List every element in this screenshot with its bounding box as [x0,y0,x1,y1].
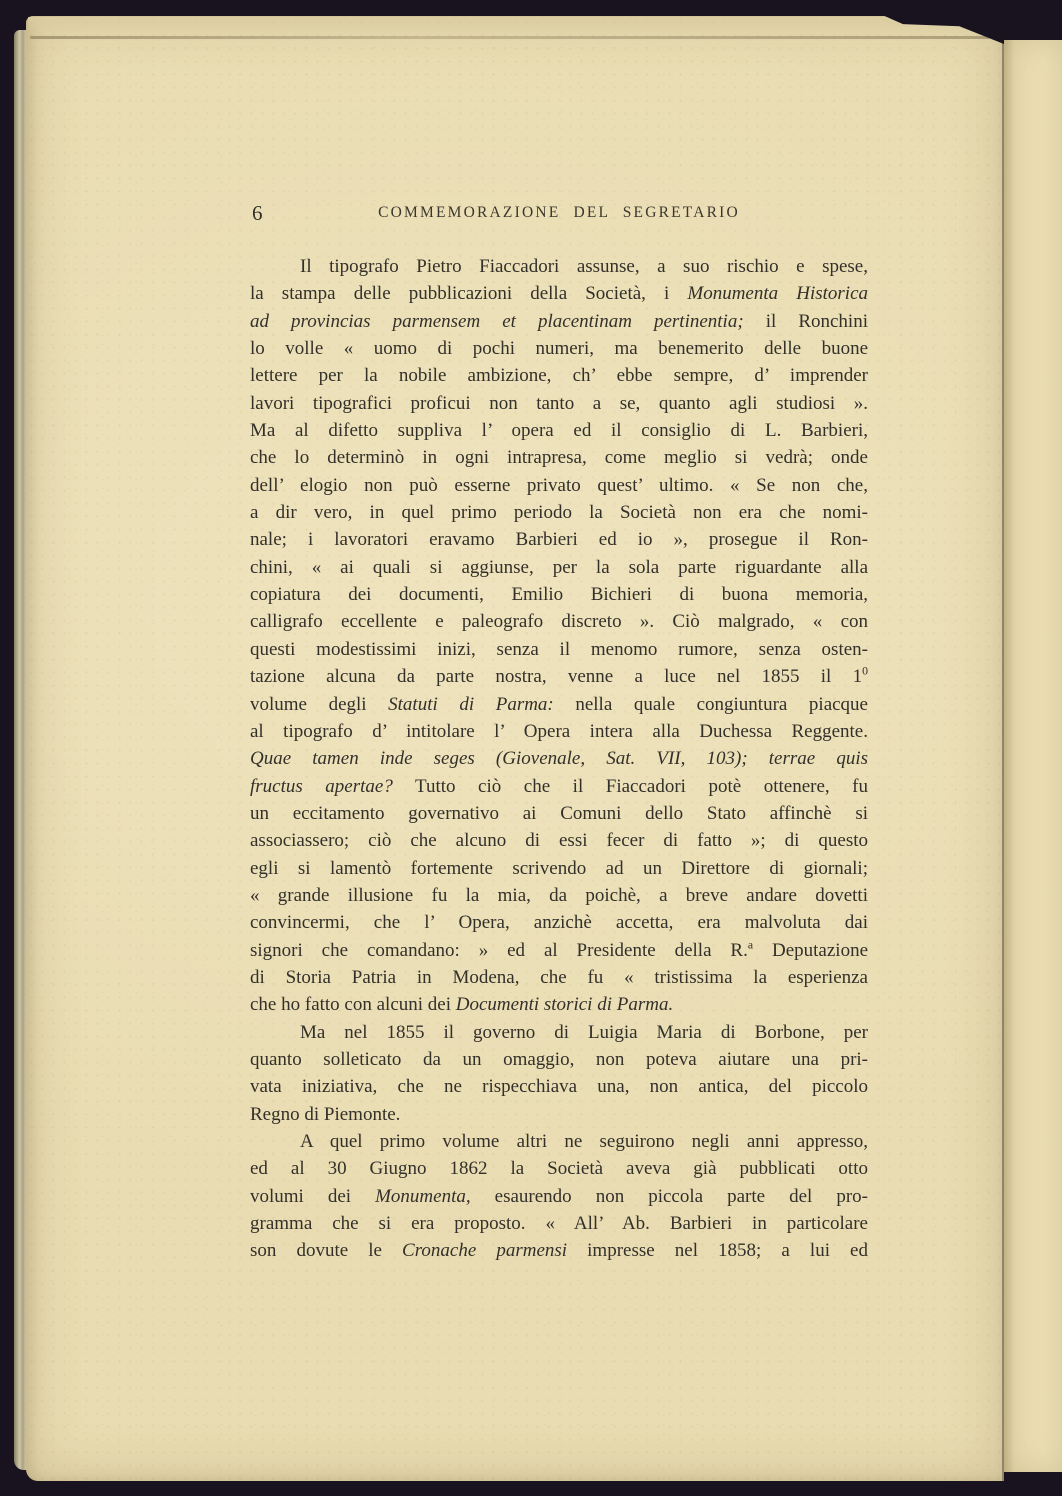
text-segment: Monumenta Historica [687,283,869,305]
text-line [250,472,868,499]
text-segment: lettere per la nobile ambizione, ch’ ebbe sempre, d’ imprender [250,365,868,387]
text-segment: Quae tamen inde seges (Giovenale, Sat. VII, 103); terrae quis [250,748,868,770]
text-segment: che lo determinò in ogni intrapresa, come meglio si vedrà; onde [250,447,868,469]
text-segment: signori che comandano: » ed al Presidente della R. [250,939,748,961]
text-segment: copiatura dei documenti, Emilio Bichieri di buona memoria, [250,584,868,606]
text-segment: il Ronchini [743,310,868,332]
text-line [250,499,868,526]
text-line [250,636,868,663]
text-segment: volume degli [250,693,389,715]
text-segment: associassero; ciò che alcuno di essi fecer di fatto »; di questo [250,830,868,852]
text-segment: lavori tipografici proficui non tanto a se, quanto agli studiosi ». [250,392,868,414]
text-segment: Regno di Piemonte. [250,1103,401,1125]
text-segment: ed al 30 Giugno 1862 la Società aveva già pubblicati otto [250,1158,868,1180]
text-segment: Ma nel 1855 il governo di Luigia Maria di Borbone, per [300,1021,868,1043]
text-segment: Monumenta, [375,1185,471,1207]
text-segment: Documenti storici di Parma. [455,994,674,1016]
text-segment: egli si lamentò fortemente scrivendo ad un Direttore di giornali; [250,857,868,879]
text-line [250,691,868,718]
text-segment: esaurendo non piccola parte del pro- [470,1185,868,1207]
text-line [250,827,868,854]
text-segment: Tutto ciò che il Fiaccadori potè ottenere, fu [392,775,868,797]
text-segment: nale; i lavoratori eravamo Barbieri ed io », prosegue il Ron- [250,529,868,551]
text-segment: Deputazione [753,939,869,961]
text-segment: tazione alcuna da parte nostra, venne a luce nel 1855 il 1 [250,666,863,688]
text-line [250,308,868,335]
text-line [250,1128,868,1155]
page-top-deckle-edge [30,36,990,39]
text-segment: che ho fatto con alcuni dei [250,994,456,1016]
text-line [250,280,868,307]
text-segment: fructus apertae? [250,775,393,797]
text-line [250,1046,868,1073]
text-line [250,937,868,964]
text-line [250,964,868,991]
text-line [250,608,868,635]
text-segment: questi modestissimi inizi, senza il menomo rumore, senza osten- [250,638,868,660]
text-segment: convincermi, che l’ Opera, anzichè accetta, era malvoluta dai [250,912,868,934]
body-text [250,253,868,1265]
text-line [250,335,868,362]
text-line [250,991,868,1018]
text-line [250,1019,868,1046]
text-line [250,390,868,417]
text-line [250,444,868,471]
text-line [250,526,868,553]
text-segment: Il tipografo Pietro Fiaccadori assunse, a suo rischio e spese, [300,256,868,277]
page-header [250,201,868,229]
running-title: COMMEMORAZIONE DEL SEGRETARIO [378,204,740,221]
text-line [250,773,868,800]
text-segment: volumi dei [250,1185,376,1207]
text-segment: impresse nel 1858; a lui ed [567,1240,868,1262]
text-segment: nella quale congiuntura piacque [553,693,868,715]
text-line [250,362,868,389]
text-segment: chini, « ai quali si aggiunse, per la sola parte riguardante alla [250,556,868,578]
text-line [250,1073,868,1100]
text-segment: a [747,938,754,952]
text-line [250,882,868,909]
text-line [250,1183,868,1210]
text-segment: son dovute le [250,1240,403,1262]
page-number: 6 [252,201,263,225]
text-segment: Cronache parmensi [402,1240,568,1262]
text-line [250,554,868,581]
text-segment: dell’ elogio non può esserne privato quest’ ultimo. « Se non che, [250,474,868,496]
adjacent-page-edge [1004,40,1062,1472]
text-line [250,663,868,690]
text-line [250,855,868,882]
text-segment: la stampa delle pubblicazioni della Società, i [250,283,688,305]
text-segment: calligrafo eccellente e paleografo discreto ». Ciò malgrado, « con [250,611,868,633]
text-segment: al tipografo d’ intitolare l’ Opera intera alla Duchessa Reggente. [250,720,868,742]
text-segment: lo volle « uomo di pochi numeri, ma benemerito delle buone [250,338,868,360]
text-line [250,1210,868,1237]
text-segment: ad provincias parmensem et placentinam pertinentia; [250,310,744,332]
text-line [250,417,868,444]
text-line [250,581,868,608]
text-line [250,745,868,772]
text-line [250,1237,868,1264]
text-segment: quanto solleticato da un omaggio, non poteva aiutare una pri- [250,1048,868,1070]
text-line [250,800,868,827]
text-line [250,1101,868,1128]
text-segment: un eccitamento governativo ai Comuni dello Stato affinchè si [250,802,868,824]
text-segment: Ma al difetto suppliva l’ opera ed il consiglio di L. Barbieri, [250,420,868,442]
text-segment: vata iniziativa, che ne rispecchiava una, non antica, del piccolo [250,1076,868,1098]
text-line [250,253,868,280]
text-segment: gramma che si era proposto. « All’ Ab. Barbieri in particolare [250,1213,868,1235]
text-line [250,909,868,936]
page-top-deckle-highlight [28,17,994,35]
text-segment: A quel primo volume altri ne seguirono negli anni appresso, [300,1131,868,1152]
text-segment: a dir vero, in quel primo periodo la Società non era che nomi- [250,502,868,524]
text-segment: di Storia Patria in Modena, che fu « tristissima la esperienza [250,966,868,988]
text-line [250,1155,868,1182]
text-segment: 0 [862,664,868,678]
text-segment: « grande illusione fu la mia, da poichè, a breve andare dovetti [250,884,868,906]
text-segment: Statuti di Parma: [388,693,554,715]
text-line [250,718,868,745]
